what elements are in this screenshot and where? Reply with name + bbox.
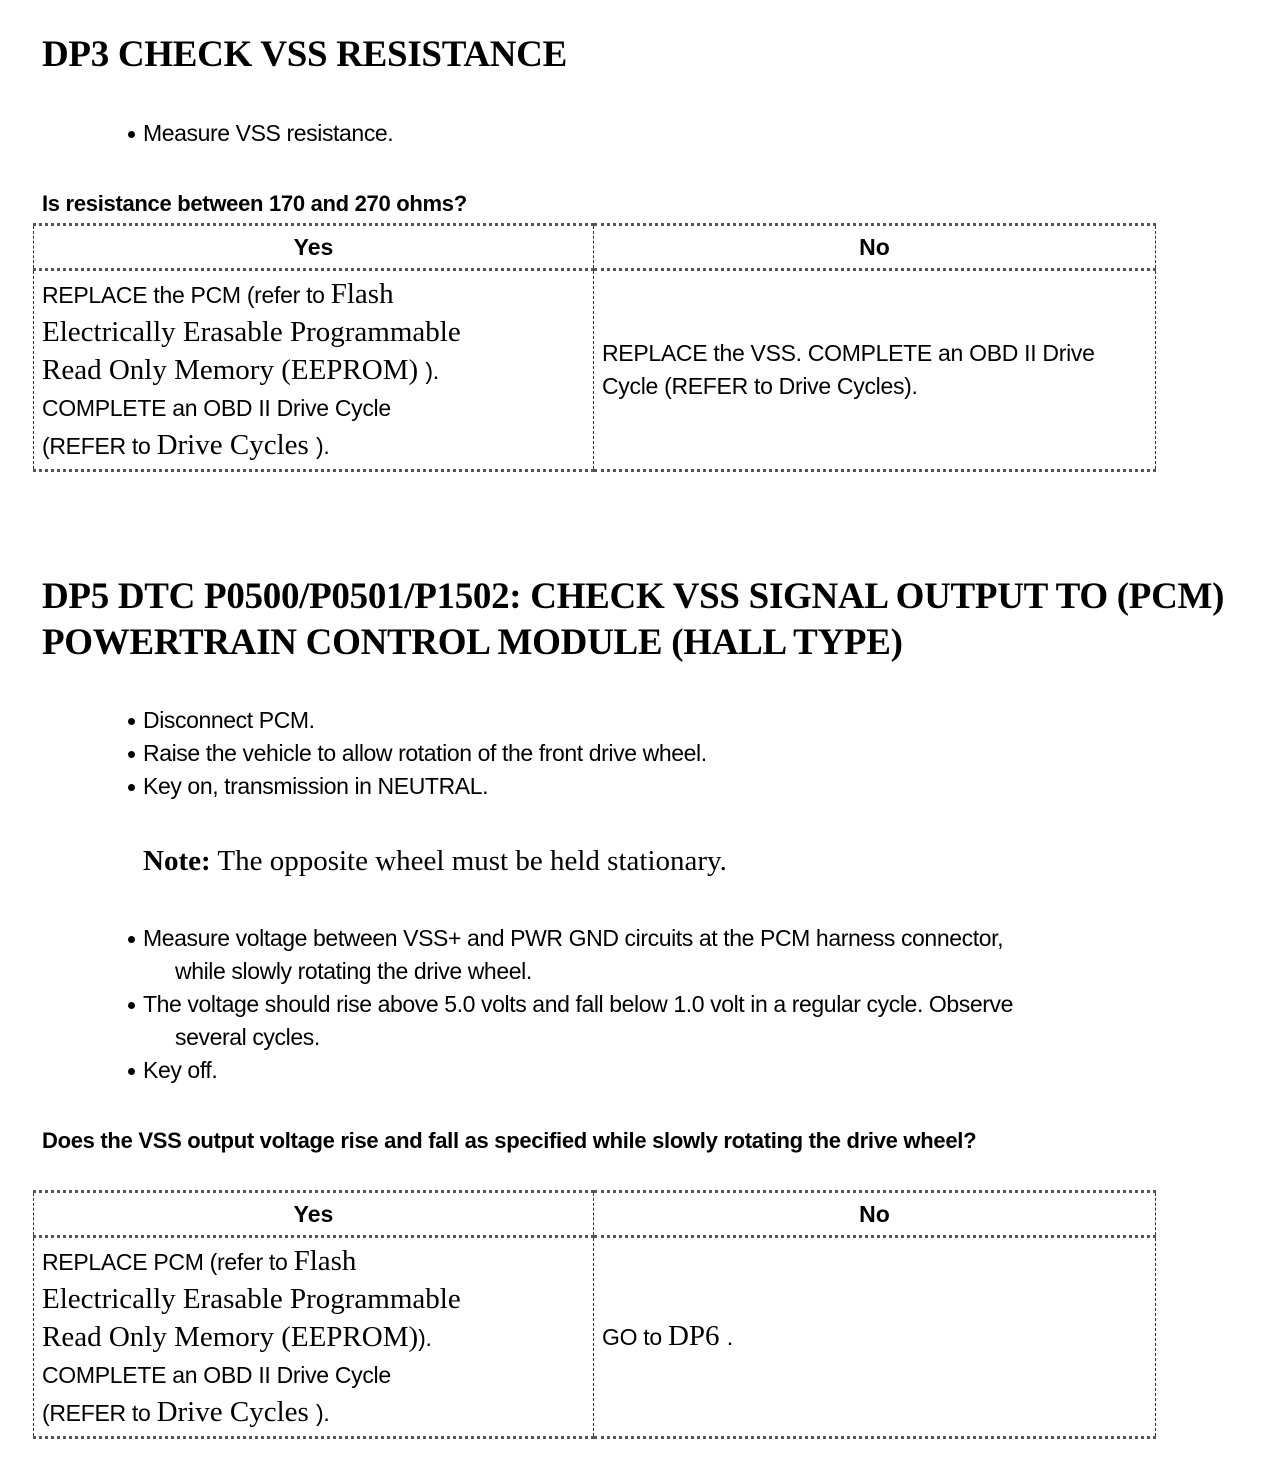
dp3-question: Is resistance between 170 and 270 ohms? xyxy=(42,191,467,216)
step-text: Measure voltage between VSS+ and PWR GND circuits at the PCM harness connector, xyxy=(143,925,1004,951)
no-header: No xyxy=(594,225,1156,270)
bullet-icon xyxy=(128,1068,135,1075)
yes-action-cell xyxy=(34,1237,594,1438)
note xyxy=(143,843,727,879)
step-text: Key off. xyxy=(143,1057,218,1083)
dp3-decision-table xyxy=(33,223,1156,472)
dp3-heading: DP3 CHECK VSS RESISTANCE xyxy=(42,34,567,75)
dp5-question: Does the VSS output voltage rise and fall as specified while slowly rotating the drive wheel? xyxy=(42,1128,977,1153)
step-text-continued: several cycles. xyxy=(175,1024,320,1050)
action-text: ). xyxy=(316,432,330,459)
step-item xyxy=(128,117,393,150)
no-action-cell: REPLACE the VSS. COMPLETE an OBD II Drive Cycle (REFER to Drive Cycles). xyxy=(594,270,1156,471)
action-text: . xyxy=(726,1324,733,1350)
flash-eeprom-link[interactable]: Read Only Memory (EEPROM) xyxy=(42,1320,419,1353)
action-text: GO to xyxy=(602,1324,668,1350)
flash-eeprom-link[interactable]: Electrically Erasable Programmable xyxy=(42,1282,461,1315)
action-text: ). xyxy=(418,1324,432,1351)
no-action-cell xyxy=(594,1237,1156,1438)
note-text: The opposite wheel must be held stationary. xyxy=(210,845,727,877)
step-item xyxy=(128,770,707,803)
action-text: COMPLETE an OBD II Drive Cycle xyxy=(42,394,391,421)
drive-cycles-link[interactable]: Drive Cycles xyxy=(156,428,317,461)
dp5-decision-table xyxy=(33,1190,1156,1439)
step-text: Measure VSS resistance. xyxy=(143,120,394,146)
bullet-icon xyxy=(128,1002,135,1009)
step-text: The voltage should rise above 5.0 volts and fall below 1.0 volt in a regular cycle. Observe xyxy=(143,991,1014,1017)
bullet-icon xyxy=(128,784,135,791)
yes-header: Yes xyxy=(34,225,594,270)
step-text-continued: while slowly rotating the drive wheel. xyxy=(175,958,532,984)
action-text: COMPLETE an OBD II Drive Cycle xyxy=(42,1361,391,1388)
step-item xyxy=(128,1054,1248,1087)
dp3-steps xyxy=(128,117,393,150)
bullet-icon xyxy=(128,718,135,725)
flash-eeprom-link[interactable]: Flash xyxy=(330,277,394,310)
yes-header: Yes xyxy=(34,1192,594,1237)
bullet-icon xyxy=(128,131,135,138)
action-text: REPLACE PCM (refer to xyxy=(42,1248,294,1275)
table-row xyxy=(34,1237,1156,1438)
dp6-link[interactable]: DP6 xyxy=(667,1320,727,1352)
action-text: REPLACE the PCM (refer to xyxy=(42,281,331,308)
step-text: Key on, transmission in NEUTRAL. xyxy=(143,773,489,799)
flash-eeprom-link[interactable]: Electrically Erasable Programmable xyxy=(42,315,461,348)
dp5-steps-b xyxy=(128,922,1248,1087)
drive-cycles-link[interactable]: Drive Cycles xyxy=(156,1395,317,1428)
action-text: (REFER to xyxy=(42,432,157,459)
step-item xyxy=(128,922,1248,988)
action-text: ). xyxy=(425,357,439,384)
flash-eeprom-link[interactable]: Read Only Memory (EEPROM) xyxy=(42,353,426,386)
table-row xyxy=(34,270,1156,471)
flash-eeprom-link[interactable]: Flash xyxy=(293,1244,357,1277)
yes-action-cell xyxy=(34,270,594,471)
dp5-steps-a xyxy=(128,704,707,803)
step-item xyxy=(128,704,707,737)
step-item xyxy=(128,988,1248,1054)
bullet-icon xyxy=(128,936,135,943)
dp5-heading: DP5 DTC P0500/P0501/P1502: CHECK VSS SIGNAL OUTPUT TO (PCM) POWERTRAIN CONTROL MODULE (HALL TYPE) xyxy=(42,576,1225,663)
action-text: (REFER to xyxy=(42,1399,157,1426)
note-label: Note: xyxy=(143,845,211,877)
action-text: ). xyxy=(316,1399,330,1426)
step-text: Disconnect PCM. xyxy=(143,707,315,733)
step-item xyxy=(128,737,707,770)
bullet-icon xyxy=(128,751,135,758)
step-text: Raise the vehicle to allow rotation of the front drive wheel. xyxy=(143,740,707,766)
no-header: No xyxy=(594,1192,1156,1237)
